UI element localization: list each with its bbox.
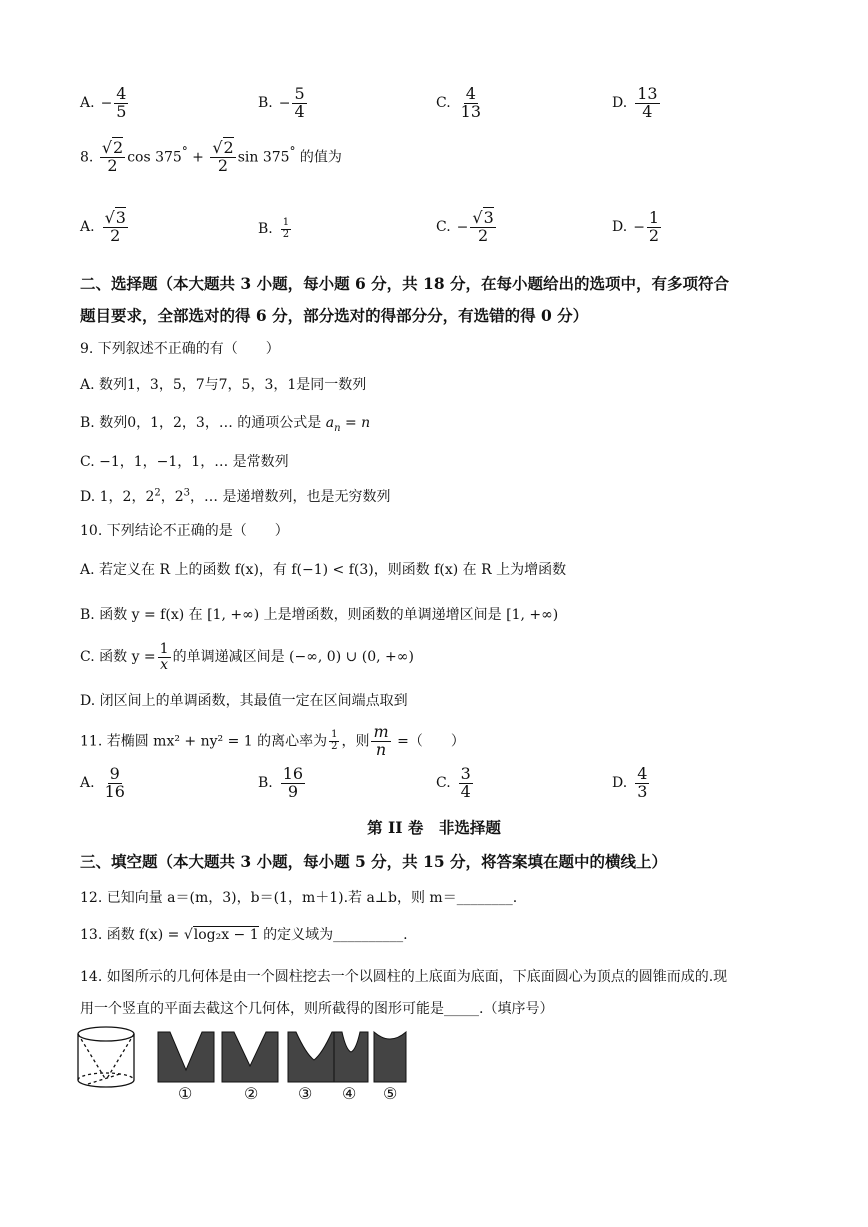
- section-shape-2: [222, 1032, 278, 1082]
- q10-option-b: B. 函数 y = f(x) 在 [1, +∞) 上是增函数，则函数的单调递增区间是 [1, +∞): [80, 607, 559, 623]
- fraction: $\frac{4}{5}$: [116, 84, 127, 121]
- figure-label-2: ②: [244, 1084, 259, 1103]
- q11-option-d: D. $\frac{4}{3}$: [612, 764, 648, 801]
- q11-option-b: B. $\frac{16}{9}$: [258, 764, 304, 801]
- section-shape-4-figure: [332, 1024, 372, 1086]
- q13-stem: 13. 函数 f(x) = √log₂x − 1 的定义域为__________.: [80, 927, 408, 943]
- figure-label-4: ④: [342, 1084, 357, 1103]
- q14-line1: 14. 如图所示的几何体是由一个圆柱挖去一个以圆柱的上底面为底面，下底面圆心为顶点的圆锥而成的.现: [80, 969, 728, 985]
- q8-option-d: D. − $\frac{1}{2}$: [612, 208, 660, 245]
- q7-option-b: B. − $\frac{5}{4}$: [258, 84, 305, 121]
- fraction: $\frac{3}{4}$: [460, 764, 471, 801]
- section-2-heading-line1: 二、选择题（本大题共 3 小题，每小题 6 分，共 18 分，在每小题给出的选项中，有多项符合: [80, 274, 730, 293]
- fraction: $\frac{9}{16}$: [104, 764, 125, 801]
- q9-option-d: D. 1，2，$2^2$，$2^3$，… 是递增数列，也是无穷数列: [80, 487, 391, 505]
- q8-stem: 8. $\frac{√2}{2}$ cos 375° + $\frac{√2}{2}$ sin 375° 的值为: [80, 138, 342, 175]
- figure-label-3: ③: [298, 1084, 313, 1103]
- fraction: $\frac{4}{13}$: [460, 84, 482, 121]
- q8-option-b: B. $\frac{1}{2}$: [258, 217, 290, 240]
- figure-label-1: ①: [178, 1084, 193, 1103]
- q8-option-a: A. $\frac{√3}{2}$: [80, 208, 126, 245]
- q9-option-b: B. 数列0，1，2，3，… 的通项公式是 $a_n = n$: [80, 415, 371, 434]
- fraction: $\frac{13}{4}$: [637, 84, 658, 121]
- q11-option-c: C. $\frac{3}{4}$: [436, 764, 471, 801]
- cylinder-with-cone-figure: [78, 1027, 134, 1087]
- q9-stem: 9. 下列叙述不正确的有（ ）: [80, 341, 280, 357]
- radical: √log₂x − 1: [183, 927, 259, 943]
- fraction: $\frac{5}{4}$: [294, 84, 305, 121]
- fraction: $\frac{√2}{2}$: [101, 138, 124, 175]
- q8-option-c: C. − $\frac{√3}{2}$: [436, 208, 494, 245]
- q7-option-c: C. $\frac{4}{13}$: [436, 84, 482, 121]
- part-2-title: 第 II 卷 非选择题: [367, 818, 501, 837]
- section-shape-5: [374, 1032, 406, 1082]
- q11-option-a: A. $\frac{9}{16}$: [80, 764, 125, 801]
- q9-option-a: A. 数列1，3，5，7与7，5，3，1是同一数列: [80, 377, 367, 393]
- fraction: $\frac{1}{x}$: [159, 641, 169, 673]
- q12-stem: 12. 已知向量 a＝(m，3)，b＝(1，m＋1).若 a⊥b，则 m＝________.: [80, 890, 518, 906]
- fraction: $\frac{√3}{2}$: [104, 208, 126, 245]
- section-3-heading: 三、填空题（本大题共 3 小题，每小题 5 分，共 15 分，将答案填在题中的横线上）: [80, 852, 668, 871]
- fraction: $\frac{m}{n}$: [373, 722, 389, 759]
- q7-option-a: A. − $\frac{4}{5}$: [80, 84, 127, 121]
- q10-stem: 10. 下列结论不正确的是（ ）: [80, 523, 289, 539]
- q14-line2: 用一个竖直的平面去截这个几何体，则所截得的图形可能是_____.（填序号）: [80, 1001, 554, 1017]
- fraction: $\frac{16}{9}$: [282, 764, 304, 801]
- q10-option-c: C. 函数 y = $\frac{1}{x}$ 的单调递减区间是 (−∞, 0) ∪ (0, +∞): [80, 641, 414, 673]
- fraction: $\frac{1}{2}$: [648, 208, 660, 245]
- fraction: $\frac{√2}{2}$: [212, 138, 234, 175]
- section-shape-1: [158, 1032, 214, 1082]
- fraction: $\frac{4}{3}$: [637, 764, 648, 801]
- figure-label-5: ⑤: [383, 1084, 398, 1103]
- q10-option-a: A. 若定义在 R 上的函数 f(x)，有 f(−1) < f(3)，则函数 f(x) 在 R 上为增函数: [80, 562, 567, 578]
- fraction: $\frac{√3}{2}$: [472, 208, 494, 245]
- q9-option-c: C. −1，1，−1，1，… 是常数列: [80, 454, 289, 470]
- section-2-heading-line2: 题目要求，全部选对的得 6 分，部分选对的得部分分，有选错的得 0 分）: [80, 306, 589, 325]
- q10-option-d: D. 闭区间上的单调函数，其最值一定在区间端点取到: [80, 693, 408, 709]
- q7-option-d: D. $\frac{13}{4}$: [612, 84, 658, 121]
- q11-stem: 11. 若椭圆 mx² + ny² = 1 的离心率为 $\frac{1}{2}$ ，则 $\frac{m}{n}$ =（ ）: [80, 722, 465, 759]
- fraction: $\frac{1}{2}$: [282, 217, 290, 240]
- fraction: $\frac{1}{2}$: [331, 729, 338, 752]
